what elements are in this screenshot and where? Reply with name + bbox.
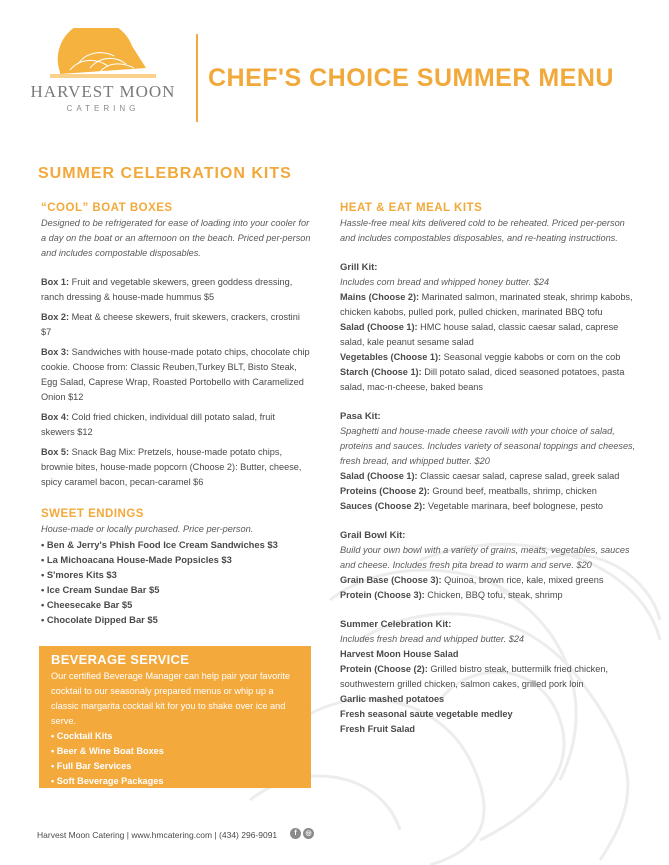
kit-line: Protein (Choose (2): Grilled bistro steak, buttermilk fried chicken, southwestern grilled chicken, salmon cakes, grilled pork loin <box>340 664 609 689</box>
boat-box-item: Box 2: Meat & cheese skewers, fruit skewers, crackers, crostini $7 <box>41 312 300 337</box>
sweet-item: • Cheesecake Bar $5 <box>41 599 133 610</box>
beverage-heading: BEVERAGE SERVICE <box>51 652 190 667</box>
moon-logo-icon <box>50 28 156 86</box>
kit-subtitle: Build your own bowl with a variety of grains, meats, vegetables, sauces and cheese. Includes fresh pita bread to warm and serve. $20 <box>340 545 630 570</box>
beverage-description: Our certified Beverage Manager can help pair your favorite cocktail to our seasonaly prepared menus or whip up a classic margarita cocktail kit for you to shake over ice and serve. <box>51 671 291 726</box>
footer-text: Harvest Moon Catering | www.hmcatering.com | (434) 296-9091 <box>37 830 278 840</box>
kit-line: Starch (Choose 1): Dill potato salad, diced seasoned potatoes, pasta salad, mac-n-cheese, baked beans <box>340 367 625 392</box>
kit-line: Fresh Fruit Salad <box>340 724 416 734</box>
boat-box-item: Box 1: Fruit and vegetable skewers, green goddess dressing, ranch dressing & house-made hummus $5 <box>41 277 293 302</box>
sweet-item: • Ice Cream Sundae Bar $5 <box>41 584 160 595</box>
kit-line: Vegetables (Choose 1): Seasonal veggie kabobs or corn on the cob <box>340 352 621 362</box>
kit-title: Grail Bowl Kit: <box>340 530 406 541</box>
sweet-item: • Ben & Jerry's Phish Food Ice Cream Sandwiches $3 <box>41 539 278 550</box>
kit-line: Garlic mashed potatoes <box>340 694 445 704</box>
header-divider <box>196 34 198 122</box>
heat-eat-intro: Hassle-free meal kits delivered cold to be reheated. Priced per-person and includes compostables disposables, and re-heating instructions. <box>340 218 625 243</box>
beverage-item: • Full Bar Services <box>51 761 132 771</box>
boat-box-item: Box 5: Snack Bag Mix: Pretzels, house-made potato chips, brownie bites, house-made popcorn (Choose 2): Butter, cheese, spicy caramel bacon, pecan-caramel $6 <box>41 447 302 487</box>
logo <box>28 28 178 128</box>
sweet-endings-heading: SWEET ENDINGS <box>41 508 144 520</box>
kit-line: Proteins (Choose 2): Ground beef, meatballs, shrimp, chicken <box>340 486 597 496</box>
page-title: CHEF'S CHOICE SUMMER MENU <box>208 64 614 92</box>
kit-line: Sauces (Choose 2): Vegetable marinara, beef bolognese, pesto <box>340 501 604 511</box>
kit-subtitle: Includes fresh bread and whipped butter. $24 <box>340 634 525 644</box>
kit-line: Grain Base (Choose 3): Quinoa, brown rice, kale, mixed greens <box>340 575 604 585</box>
sweet-item: • La Michoacana House-Made Popsicles $3 <box>41 554 232 565</box>
beverage-item: • Cocktail Kits <box>51 731 113 741</box>
sweet-endings-intro: House-made or locally purchased. Price per-person. <box>41 524 254 534</box>
section-title: SUMMER CELEBRATION KITS <box>38 165 292 182</box>
boat-boxes-heading: “COOL” BOAT BOXES <box>41 202 173 214</box>
right-column <box>340 202 636 737</box>
kit-line: Mains (Choose 2): Marinated salmon, marinated steak, shrimp kabobs, chicken kabobs, pulled pork, pulled chicken, marinated BBQ tofu <box>340 292 633 317</box>
sweet-item: • S'mores Kits $3 <box>41 569 117 580</box>
kit-subtitle: Includes corn bread and whipped honey butter. $24 <box>340 277 550 287</box>
beverage-service-box <box>39 646 311 788</box>
boat-boxes-intro: Designed to be refrigerated for ease of loading into your cooler for a day on the boat or an afternoon on the beach. Priced per-person and includes compostable disposables. <box>41 218 311 258</box>
beverage-item: • Soft Beverage Packages <box>51 776 164 786</box>
logo-name: HARVEST MOON <box>30 82 176 101</box>
kit-title: Pasa Kit: <box>340 411 381 422</box>
kit-line: Protein (Choose 3): Chicken, BBQ tofu, steak, shrimp <box>340 590 563 600</box>
instagram-icon[interactable]: ◎ <box>303 828 314 839</box>
kit-title: Summer Celebration Kit: <box>340 619 452 630</box>
kit-line: Fresh seasonal saute vegetable medley <box>340 709 513 719</box>
left-column <box>41 202 311 627</box>
kit-subtitle: Spaghetti and house-made cheese ravoili with your choice of salad, proteins and sauces. Includes variety of seasonal toppings and cheeses, fresh bread, and whipped butter. $20 <box>340 426 636 466</box>
logo-subtitle: CATERING <box>66 104 140 113</box>
kit-line: Salad (Choose 1): HMC house salad, classic caesar salad, caprese salad, kale peanut sesame salad <box>340 322 619 347</box>
kit-line: Salad (Choose 1): Classic caesar salad, caprese salad, greek salad <box>340 471 620 481</box>
beverage-item: • Beer & Wine Boat Boxes <box>51 746 164 756</box>
boat-box-item: Box 3: Sandwiches with house-made potato chips, chocolate chip cookie. Choose from: Classic Reuben,Turkey BLT, Bisto Steak, Egg Salad, Caprese Wrap, Roasted Portobello with Caramelized Onion $12 <box>41 347 310 402</box>
sweet-item: • Chocolate Dipped Bar $5 <box>41 614 158 625</box>
heat-eat-heading: HEAT & EAT MEAL KITS <box>340 202 483 214</box>
kit-title: Grill Kit: <box>340 262 378 273</box>
facebook-icon[interactable]: f <box>290 828 301 839</box>
boat-box-item: Box 4: Cold fried chicken, individual dill potato salad, fruit skewers $12 <box>41 412 275 437</box>
kit-line: Harvest Moon House Salad <box>340 649 459 659</box>
